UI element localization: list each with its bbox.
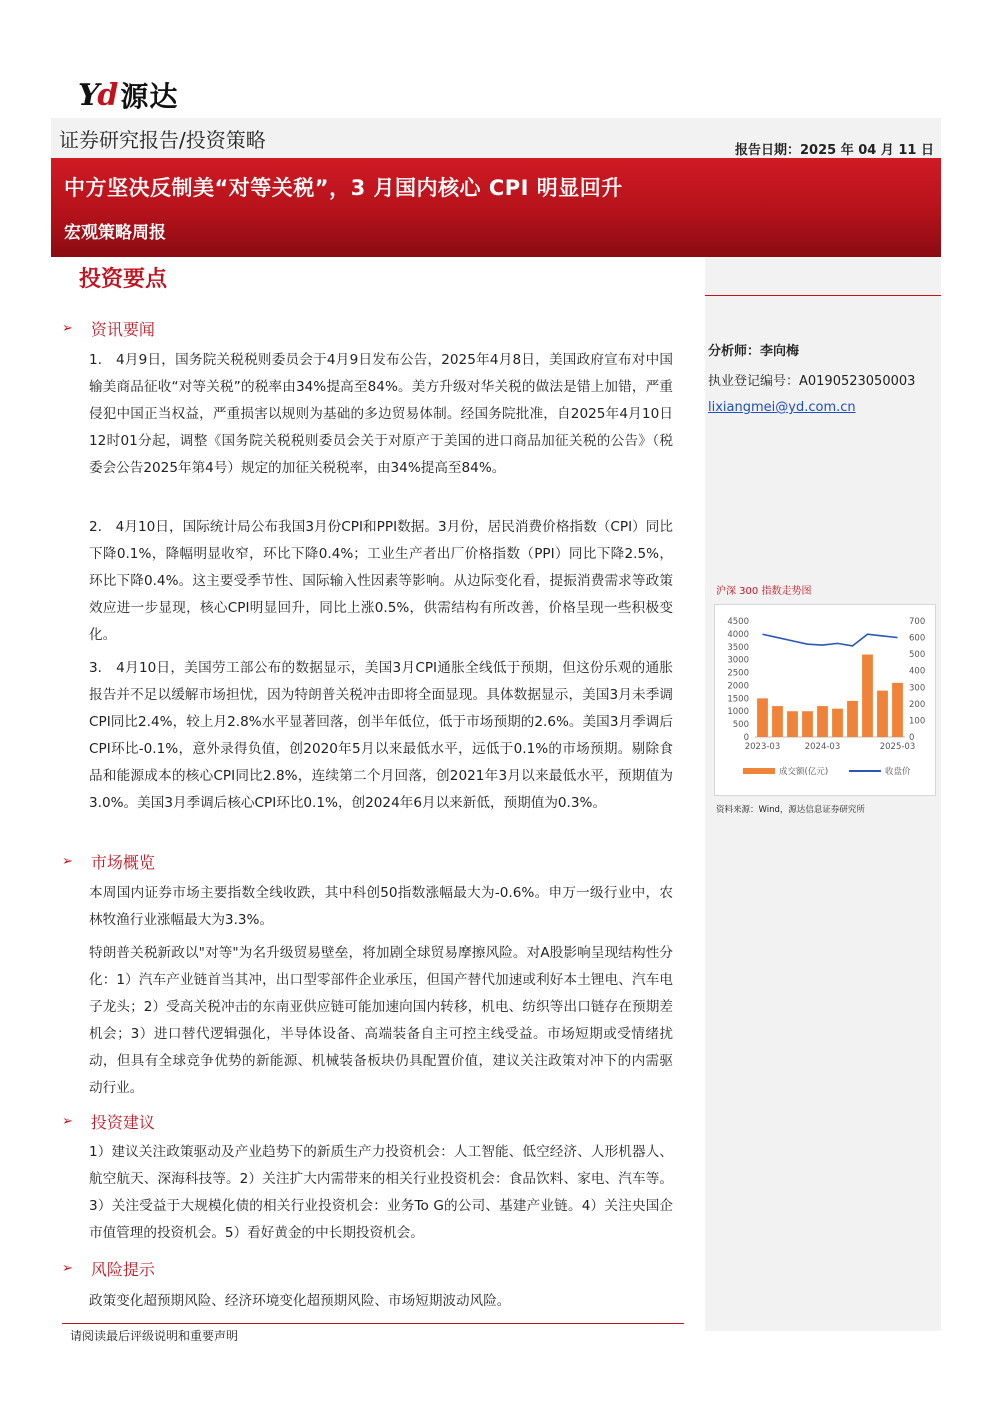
x-tick-label: 2024-03 [804, 742, 841, 752]
footer-disclaimer: 请阅读最后评级说明和重要声明 [70, 1329, 239, 1343]
legend-line-label: 收盘价 [885, 767, 911, 777]
x-tick-label: 2025-03 [879, 742, 916, 752]
y-left-tick-label: 1500 [727, 694, 749, 705]
section-heading-market [62, 850, 155, 873]
y-right-tick-label: 700 [909, 617, 926, 627]
section-heading-label: 市场概览 [90, 853, 155, 872]
market-paragraph-1: 本周国内证券市场主要指数全线收跌，其中科创50指数涨幅最大为-0.6%。申万一级行业中，农林牧渔行业涨幅最大为3.3%。 [89, 885, 673, 928]
volume-bar [892, 683, 903, 737]
arrow-bullet-icon: ➢ [62, 854, 73, 869]
volume-bar [817, 706, 828, 737]
y-left-tick-label: 500 [732, 720, 749, 731]
y-right-tick-label: 100 [909, 716, 926, 727]
section-heading-risk [62, 1257, 155, 1280]
y-right-tick-label: 600 [909, 633, 926, 644]
csi300-chart [715, 605, 935, 795]
logo-mark: Yd [78, 77, 117, 113]
y-right-tick-label: 400 [909, 666, 926, 677]
y-left-tick-label: 0 [743, 733, 749, 743]
y-left-tick-label: 1000 [727, 707, 749, 718]
logo-text: 源达 [120, 80, 179, 113]
chart-source: 资料来源：Wind，源达信息证券研究所 [716, 805, 865, 815]
y-left-tick-label: 3000 [727, 655, 749, 666]
section-heading-label: 资讯要闻 [90, 320, 155, 339]
title-banner [51, 158, 941, 257]
report-subtitle: 宏观策略周报 [64, 223, 166, 243]
arrow-bullet-icon: ➢ [62, 1114, 73, 1129]
y-left-tick-label: 4000 [727, 629, 749, 640]
volume-bar [832, 709, 843, 737]
chart-container [714, 604, 936, 796]
analyst-email-link[interactable]: lixiangmei@yd.com.cn [708, 400, 856, 415]
news-paragraph-1: 1. 4月9日，国务院关税税则委员会于4月9日发布公告，2025年4月8日，美国政府宣布对中国输美商品征收“对等关税”的税率由34%提高至84%。美方升级对华关税的做法是错上加错，严重侵犯中国正当权益，严重损害以规则为基础的多边贸易体制。经国务院批准，自2025年4月10日12时01分起，调整《国务院关税税则委员会关于对原产于美国的进口商品加征关税的公告》（税委会公告2025年第4号）规定的加征关税税率，由34%提高至84%。 [89, 352, 673, 476]
brand-logo [78, 78, 178, 112]
sidebar-divider [705, 295, 941, 296]
report-date: 报告日期：2025 年 04 月 11 日 [735, 143, 934, 158]
report-category: 证券研究报告/投资策略 [59, 128, 266, 152]
risk-paragraph-1: 政策变化超预期风险、经济环境变化超预期风险、市场短期波动风险。 [89, 1293, 511, 1309]
legend-bar-label: 成交额(亿元) [779, 767, 829, 777]
y-left-tick-label: 2000 [727, 681, 749, 692]
close-price-line [763, 634, 898, 646]
volume-bar [787, 711, 798, 737]
volume-bar [862, 655, 873, 737]
report-title: 中方坚决反制美“对等关税”，3 月国内核心 CPI 明显回升 [64, 176, 623, 200]
market-paragraph-2: 特朗普关税新政以"对等"为名升级贸易壁垒，将加剧全球贸易摩擦风险。对A股影响呈现结构性分化：1）汽车产业链首当其冲，出口型零部件企业承压，但国产替代加速或利好本土锂电、汽车电子龙头；2）受高关税冲击的东南亚供应链可能加速向国内转移，机电、纺织等出口链存在预期差机会；3）进口替代逻辑强化，半导体设备、高端装备自主可控主线受益。市场短期或受情绪扰动，但具有全球竞争优势的新能源、机械装备板块仍具配置价值，建议关注政策对冲下的内需驱动行业。 [89, 945, 673, 1096]
y-left-tick-label: 4500 [727, 617, 749, 627]
analyst-name: 分析师：李向梅 [708, 344, 800, 359]
y-right-tick-label: 0 [909, 733, 915, 743]
y-right-tick-label: 300 [909, 683, 926, 694]
arrow-bullet-icon: ➢ [62, 321, 73, 336]
legend-bar-swatch [743, 768, 775, 774]
section-heading-label: 风险提示 [90, 1260, 155, 1279]
section-heading-advice [62, 1110, 155, 1133]
y-right-tick-label: 200 [909, 699, 926, 710]
volume-bar [772, 706, 783, 737]
license-number: 执业登记编号：A0190523050003 [708, 374, 916, 389]
news-paragraph-3: 3. 4月10日，美国劳工部公布的数据显示，美国3月CPI通胀全线低于预期，但这份乐观的通胀报告并不足以缓解市场担忧，因为特朗普关税冲击即将全面显现。具体数据显示，美国3月未季调CPI同比2.4%，较上月2.8%水平显著回落，创半年低位，低于市场预期的2.6%。美国3月季调后CPI环比-0.1%，意外录得负值，创2020年5月以来最低水平，远低于0.1%的市场预期。剔除食品和能源成本的核心CPI同比2.8%，连续第二个月回落，创2021年3月以来最低水平，预期值为3.0%。美国3月季调后核心CPI环比0.1%，创2024年6月以来新低，预期值为0.3%。 [89, 660, 673, 811]
section-heading-label: 投资建议 [90, 1113, 155, 1132]
volume-bar [802, 711, 813, 737]
y-right-tick-label: 500 [909, 650, 926, 661]
y-left-tick-label: 2500 [727, 668, 749, 679]
section-heading-news [62, 317, 155, 340]
advice-paragraph-1: 1）建议关注政策驱动及产业趋势下的新质生产力投资机会：人工智能、低空经济、人形机器人、航空航天、深海科技等。2）关注扩大内需带来的相关行业投资机会：食品饮料、家电、汽车等。3）关注受益于大规模化债的相关行业投资机会：业务To G的公司、基建产业链。4）关注央国企市值管理的投资机会。5）看好黄金的中长期投资机会。 [89, 1144, 673, 1241]
volume-bar [877, 691, 888, 737]
footer-divider [62, 1323, 684, 1324]
volume-bar [757, 698, 768, 737]
arrow-bullet-icon: ➢ [62, 1261, 73, 1276]
y-left-tick-label: 3500 [727, 642, 749, 653]
news-paragraph-2: 2. 4月10日，国际统计局公布我国3月份CPI和PPI数据。3月份，居民消费价格指数（CPI）同比下降0.1%，降幅明显收窄，环比下降0.4%；工业生产者出厂价格指数（PPI）同比下降2.5%，环比下降0.4%。这主要受季节性、国际输入性因素等影响。从边际变化看，提振消费需求等政策效应进一步显现，核心CPI明显回升，同比上涨0.5%，供需结构有所改善，价格呈现一些积极变化。 [89, 519, 673, 643]
x-tick-label: 2023-03 [744, 742, 781, 752]
volume-bar [847, 701, 858, 737]
section-title: 投资要点 [79, 267, 168, 292]
chart-title: 沪深 300 指数走势图 [716, 586, 812, 597]
